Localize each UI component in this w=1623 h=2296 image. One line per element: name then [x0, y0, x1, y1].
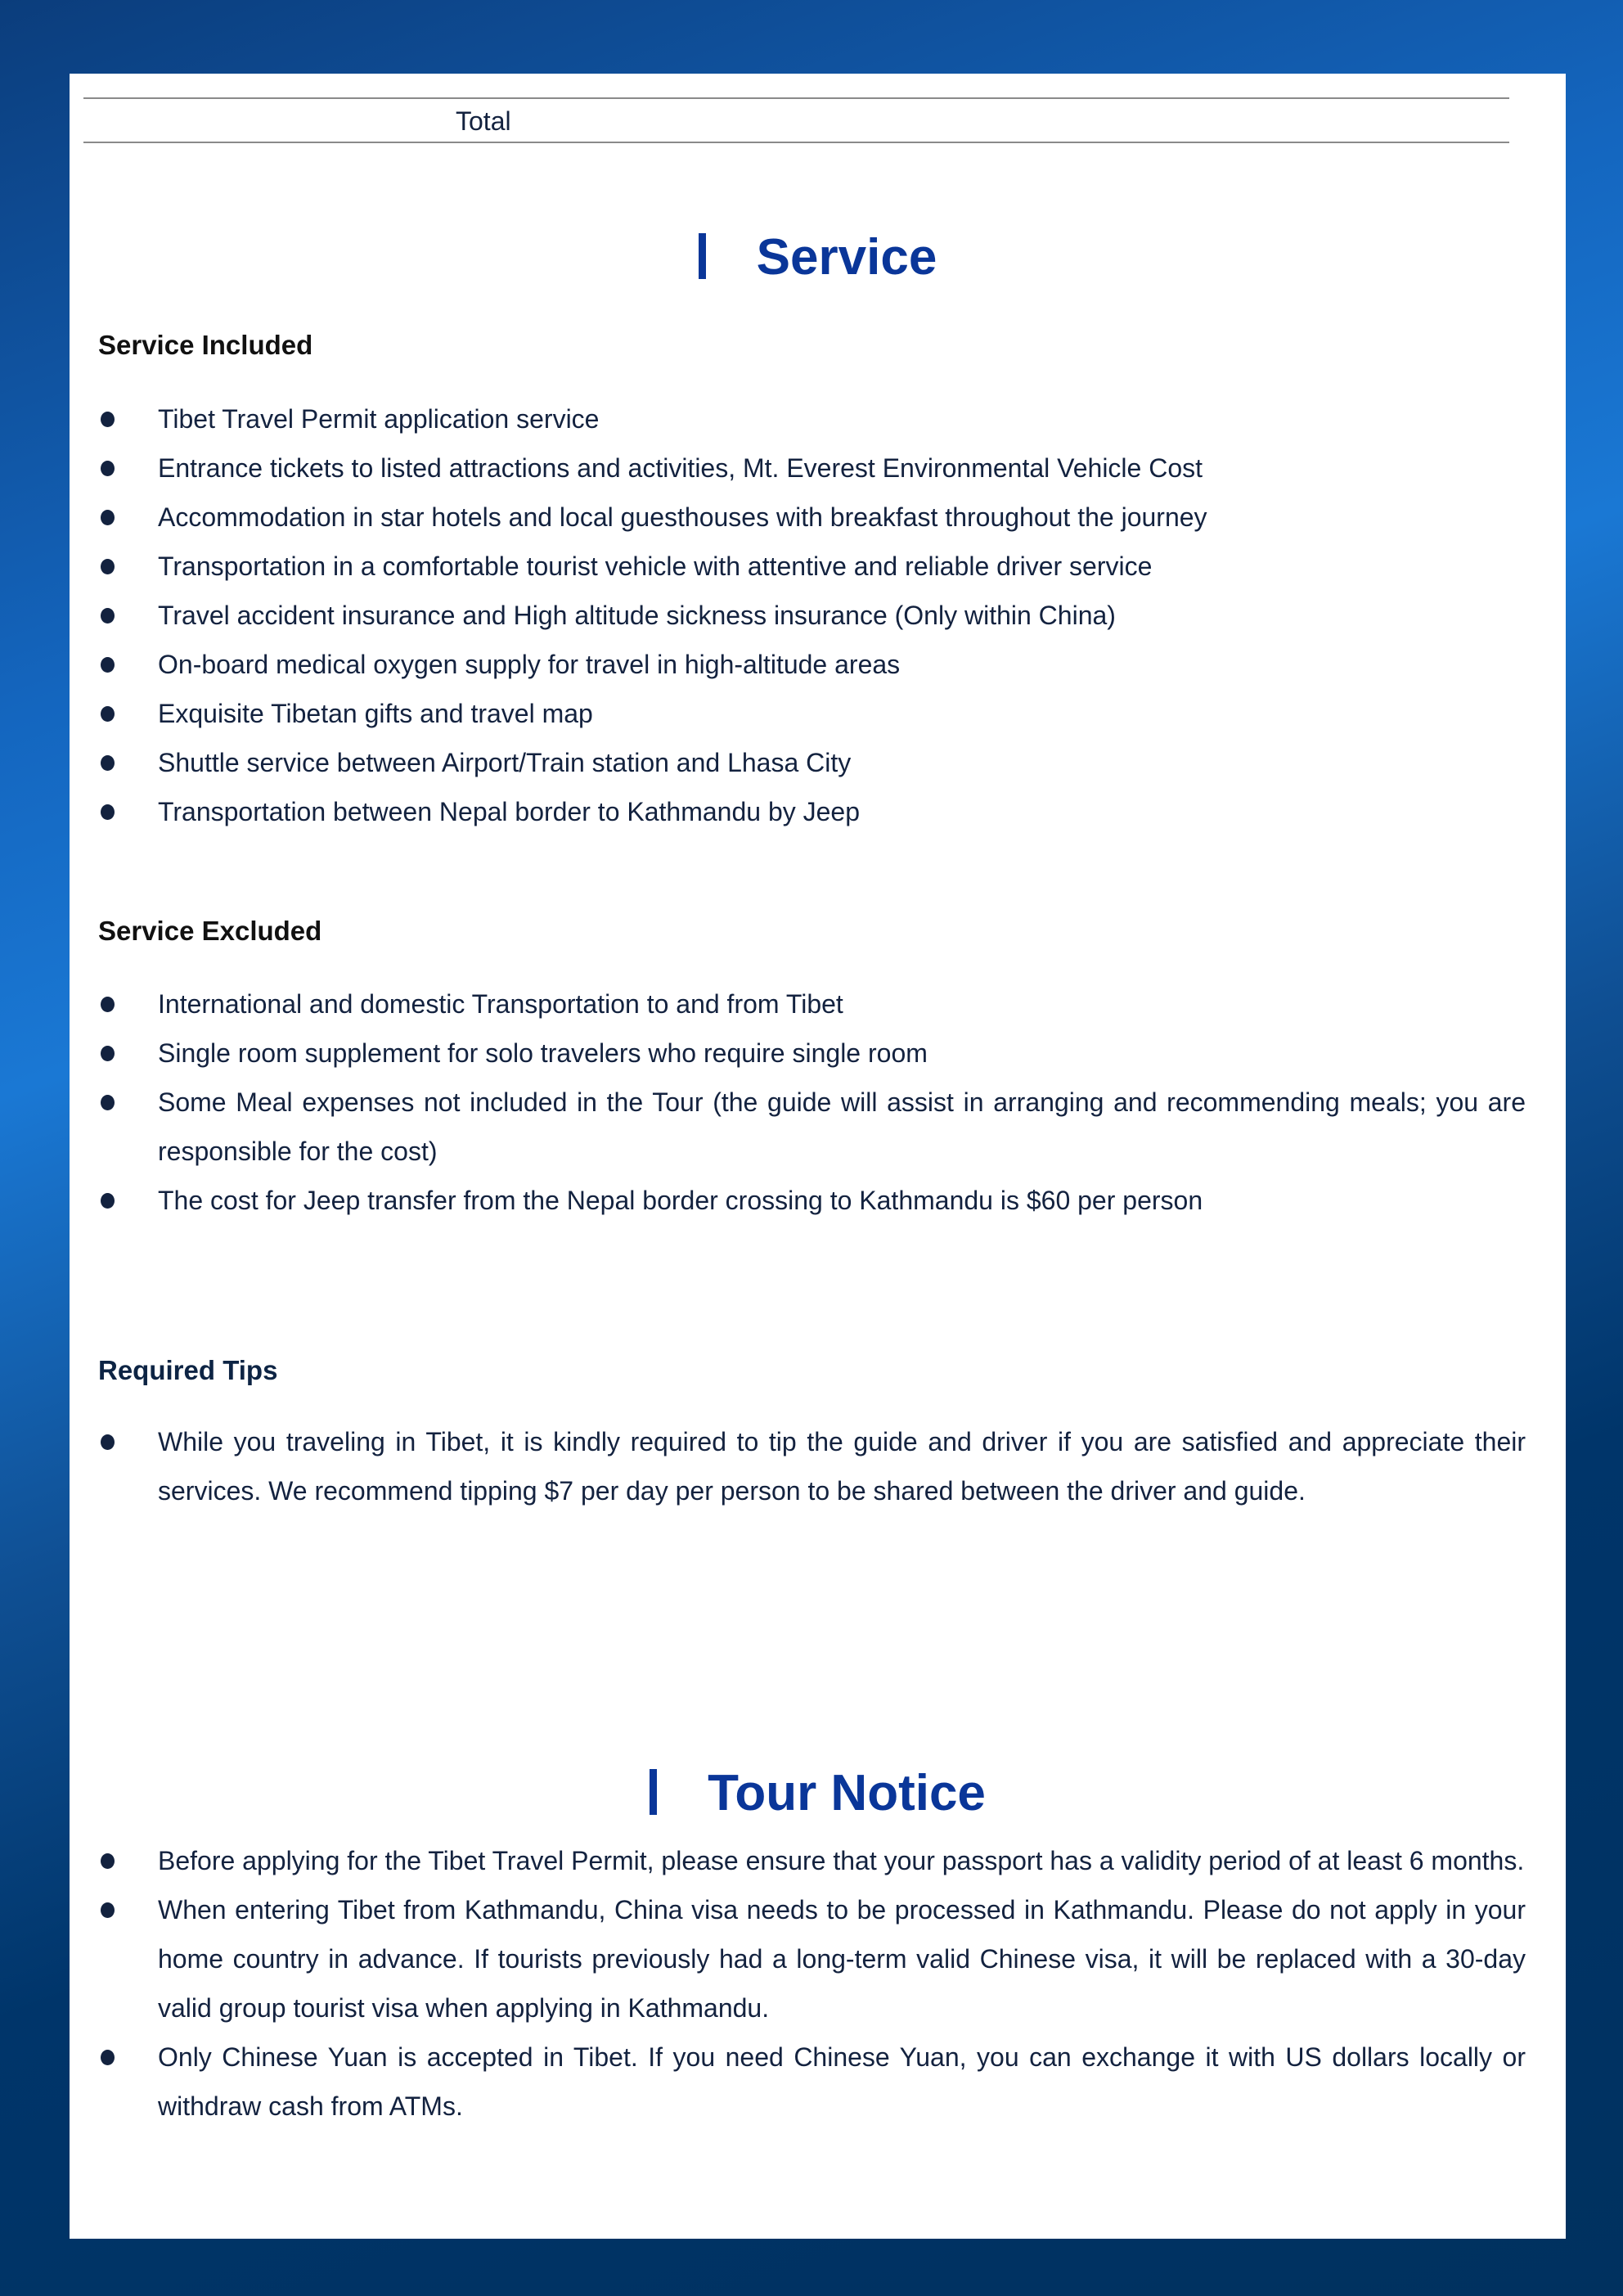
tour-notice-heading-text: Tour Notice: [708, 1765, 986, 1821]
service-heading: [70, 225, 1566, 290]
heading-bar-icon: [650, 1769, 657, 1815]
list-item-text: Only Chinese Yuan is accepted in Tibet. If you need Chinese Yuan, you can exchange it with US dollars locally or withdraw cash from ATMs.: [158, 2042, 1526, 2121]
list-item-text: Shuttle service between Airport/Train station and Lhasa City: [158, 748, 852, 777]
heading-bar-icon: [699, 233, 706, 279]
bullet-icon: [101, 755, 115, 771]
list-item: [70, 1176, 1526, 1225]
bullet-icon: [101, 461, 115, 476]
list-item: [70, 1078, 1526, 1176]
bullet-icon: [101, 1095, 115, 1110]
bullet-icon: [101, 657, 115, 673]
table-bottom-border: [83, 142, 1509, 143]
list-item-text: Single room supplement for solo travelers who require single room: [158, 1038, 928, 1068]
bullet-icon: [101, 510, 115, 525]
excluded-list: [70, 979, 1526, 1225]
list-item-text: While you traveling in Tibet, it is kindly required to tip the guide and driver if you are satisfied and appreciate their services. We recommend tipping $7 per day per person to be shared between the driver and guide.: [158, 1427, 1526, 1506]
list-item-text: Before applying for the Tibet Travel Permit, please ensure that your passport has a validity period of at least 6 months.: [158, 1846, 1525, 1875]
bullet-icon: [101, 706, 115, 722]
list-item: [70, 1836, 1526, 1885]
list-item-text: On-board medical oxygen supply for travel in high-altitude areas: [158, 650, 901, 679]
list-item-text: Tibet Travel Permit application service: [158, 404, 600, 434]
list-item-text: Accommodation in star hotels and local guesthouses with breakfast throughout the journey: [158, 502, 1207, 532]
list-item: [70, 738, 1526, 787]
list-item-text: Travel accident insurance and High altitude sickness insurance (Only within China): [158, 601, 1116, 630]
bullet-icon: [101, 559, 115, 574]
list-item-text: Some Meal expenses not included in the Tour (the guide will assist in arranging and recommending meals; you are responsible for the cost): [158, 1087, 1526, 1166]
list-item: [70, 542, 1526, 591]
list-item: [70, 443, 1526, 493]
bullet-icon: [101, 1193, 115, 1209]
list-item: [70, 689, 1526, 738]
list-item-text: The cost for Jeep transfer from the Nepal border crossing to Kathmandu is $60 per person: [158, 1186, 1203, 1215]
list-item: [70, 394, 1526, 443]
bullet-icon: [101, 1853, 115, 1869]
bullet-icon: [101, 608, 115, 624]
table-top-border: [83, 97, 1509, 99]
bullet-icon: [101, 1434, 115, 1450]
list-item: [70, 591, 1526, 640]
list-item: [70, 640, 1526, 689]
bullet-icon: [101, 412, 115, 427]
list-item: [70, 1885, 1526, 2033]
list-item: [70, 2033, 1526, 2131]
total-label: Total: [456, 106, 511, 136]
list-item: [70, 979, 1526, 1029]
notice-list: [70, 1836, 1526, 2131]
list-item: [70, 1029, 1526, 1078]
list-item: [70, 787, 1526, 836]
list-item-text: International and domestic Transportation to and from Tibet: [158, 989, 843, 1019]
tips-list: [70, 1417, 1526, 1515]
bullet-icon: [101, 1046, 115, 1061]
list-item-text: Entrance tickets to listed attractions and activities, Mt. Everest Environmental Vehicle Cost: [158, 453, 1203, 483]
list-item: [70, 1417, 1526, 1515]
list-item-text: Exquisite Tibetan gifts and travel map: [158, 699, 593, 728]
bullet-icon: [101, 997, 115, 1012]
content-panel: [70, 74, 1566, 2239]
tour-notice-heading: [70, 1761, 1566, 1826]
list-item-text: When entering Tibet from Kathmandu, China visa needs to be processed in Kathmandu. Please do not apply in your home country in advance. If tourists previously had a long-term valid Chinese visa, it will be replaced with a 30-day valid group tourist visa when applying in Kathmandu.: [158, 1895, 1526, 2023]
list-item-text: Transportation between Nepal border to Kathmandu by Jeep: [158, 797, 861, 826]
bullet-icon: [101, 2050, 115, 2065]
service-included-title: Service Included: [98, 330, 313, 360]
list-item-text: Transportation in a comfortable tourist vehicle with attentive and reliable driver service: [158, 551, 1153, 581]
list-item: [70, 493, 1526, 542]
bullet-icon: [101, 804, 115, 820]
service-excluded-title: Service Excluded: [98, 916, 322, 946]
included-list: [70, 394, 1526, 836]
required-tips-title: Required Tips: [98, 1355, 278, 1385]
service-heading-text: Service: [756, 229, 937, 286]
bullet-icon: [101, 1902, 115, 1918]
